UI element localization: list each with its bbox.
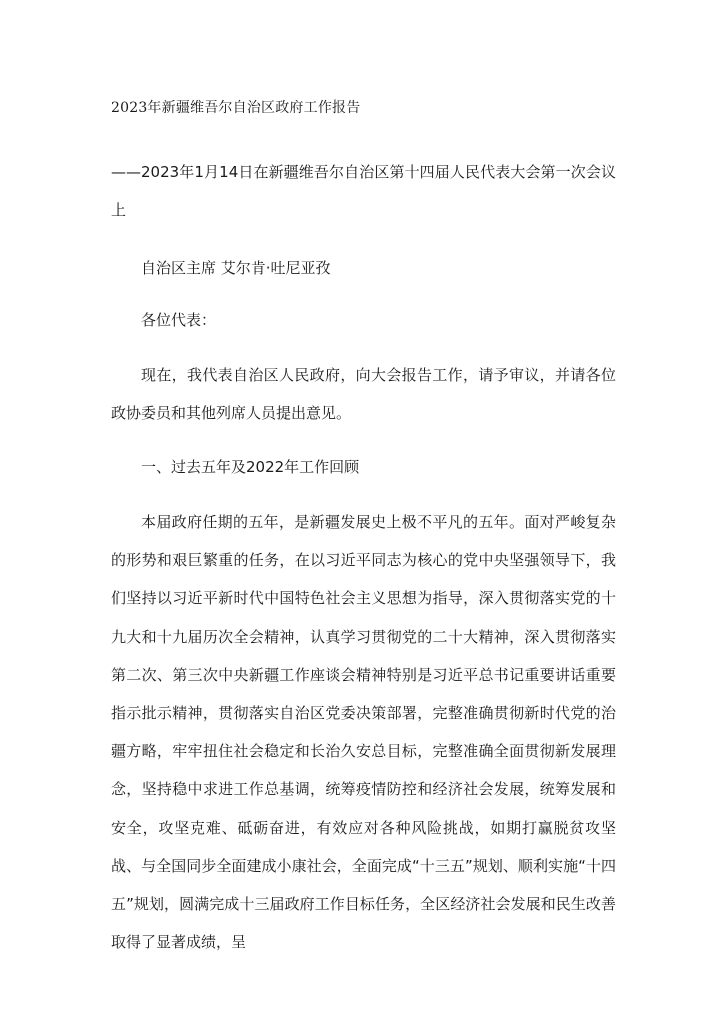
document-title: 2023年新疆维吾尔自治区政府工作报告 <box>111 100 361 116</box>
intro-paragraph: 现在，我代表自治区人民政府，向大会报告工作，请予审议，并请各位政协委员和其他列席人员提出意见。 <box>111 366 616 423</box>
body-paragraph: 本届政府任期的五年，是新疆发展史上极不平凡的五年。面对严峻复杂的形势和艰巨繁重的任务，在以习近平同志为核心的党中央坚强领导下，我们坚持以习近平新时代中国特色社会主义思想为指导，深入贯彻落实党的十九大和十九届历次全会精神，认真学习贯彻党的二十大精神，深入贯彻落实第二次、第三次中央新疆工作座谈会精神特别是习近平总书记重要讲话重要指示批示精神，贯彻落实自治区党委决策部署，完整准确贯彻新时代党的治疆方略，牢牢扭住社会稳定和长治久安总目标，完整准确全面贯彻新发展理念，坚持稳中求进工作总基调，统筹疫情防控和经济社会发展，统筹发展和安全，攻坚克难、砥砺奋进，有效应对各种风险挑战，如期打赢脱贫攻坚战、与全国同步全面建成小康社会，全面完成“十三五”规划、顺利实施“十四五”规划，圆满完成十三届政府工作目标任务，全区经济社会发展和民生改善取得了显著成绩，呈 <box>111 513 616 952</box>
document-subtitle: ——2023年1月14日在新疆维吾尔自治区第十四届人民代表大会第一次会议上 <box>111 163 616 220</box>
greeting: 各位代表： <box>141 311 217 329</box>
section-heading: 一、过去五年及2022年工作回顾 <box>141 458 360 476</box>
author-line: 自治区主席 艾尔肯·吐尼亚孜 <box>141 259 331 277</box>
